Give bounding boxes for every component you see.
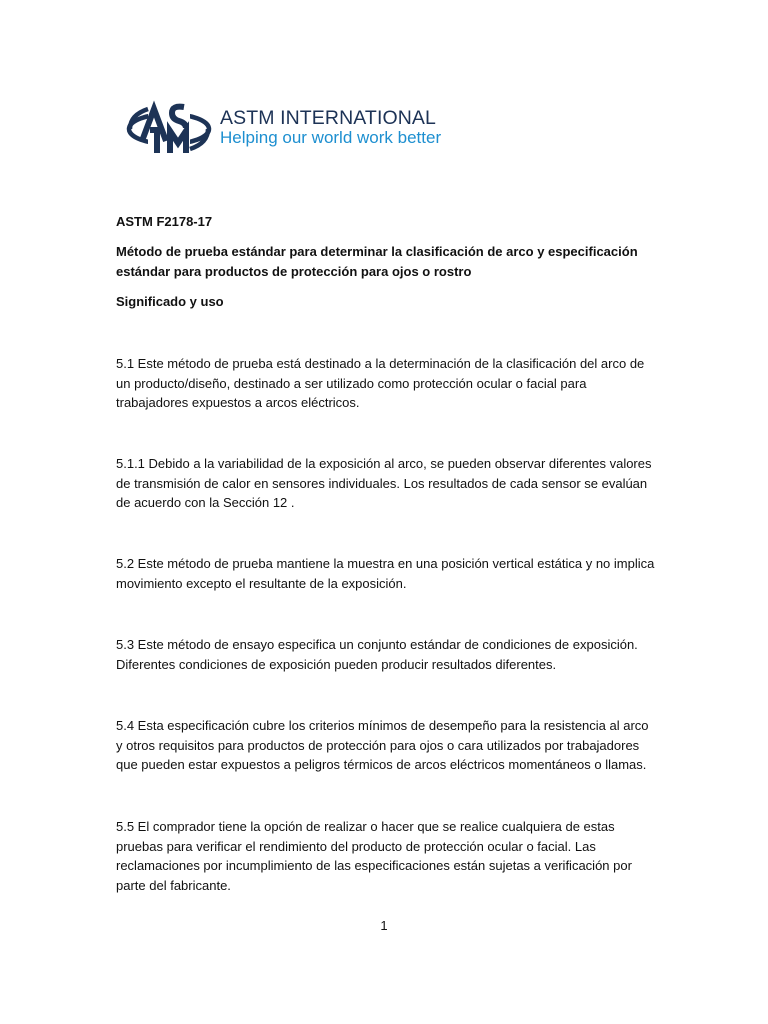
organization-tagline: Helping our world work better	[220, 128, 442, 147]
organization-name: ASTM INTERNATIONAL	[220, 107, 436, 129]
document-title: Método de prueba estándar para determinar la clasificación de arco y especificación estándar para productos de protección para ojos o rostro	[116, 244, 638, 279]
paragraph-5-4: 5.4 Esta especificación cubre los criterios mínimos de desempeño para la resistencia al arco y otros requisitos para productos de protección para ojos o cara utilizados por trabajadores que pueden estar expuestos a peligros térmicos de arcos eléctricos momentáneos o llamas.	[116, 718, 649, 772]
astm-logo	[126, 95, 466, 163]
paragraph-5-2: 5.2 Este método de prueba mantiene la muestra en una posición vertical estática y no implica movimiento excepto el resultante de la exposición.	[116, 556, 655, 591]
paragraph-5-1-1: 5.1.1 Debido a la variabilidad de la exposición al arco, se pueden observar diferentes valores de transmisión de calor en sensores individuales. Los resultados de cada sensor se evalúan de acuerdo con la Sección 12 .	[116, 456, 652, 510]
paragraph-5-1: 5.1 Este método de prueba está destinado a la determinación de la clasificación del arco de un producto/diseño, destinado a ser utilizado como protección ocular o facial para trabajadores expuestos a arcos eléctricos.	[116, 356, 645, 410]
astm-seal-icon	[126, 95, 212, 163]
paragraph-5-5: 5.5 El comprador tiene la opción de realizar o hacer que se realice cualquiera de estas pruebas para verificar el rendimiento del producto de protección ocular o facial. Las reclamaciones por incumplimiento de las especificaciones están sujetas a verificación por parte del fabricante.	[116, 819, 632, 893]
section-heading: Significado y uso	[116, 294, 224, 309]
paragraph-5-3: 5.3 Este método de ensayo especifica un conjunto estándar de condiciones de exposición. Diferentes condiciones de exposición pueden producir resultados diferentes.	[116, 637, 638, 672]
page-number: 1	[380, 918, 388, 933]
document-designation: ASTM F2178-17	[116, 214, 213, 229]
